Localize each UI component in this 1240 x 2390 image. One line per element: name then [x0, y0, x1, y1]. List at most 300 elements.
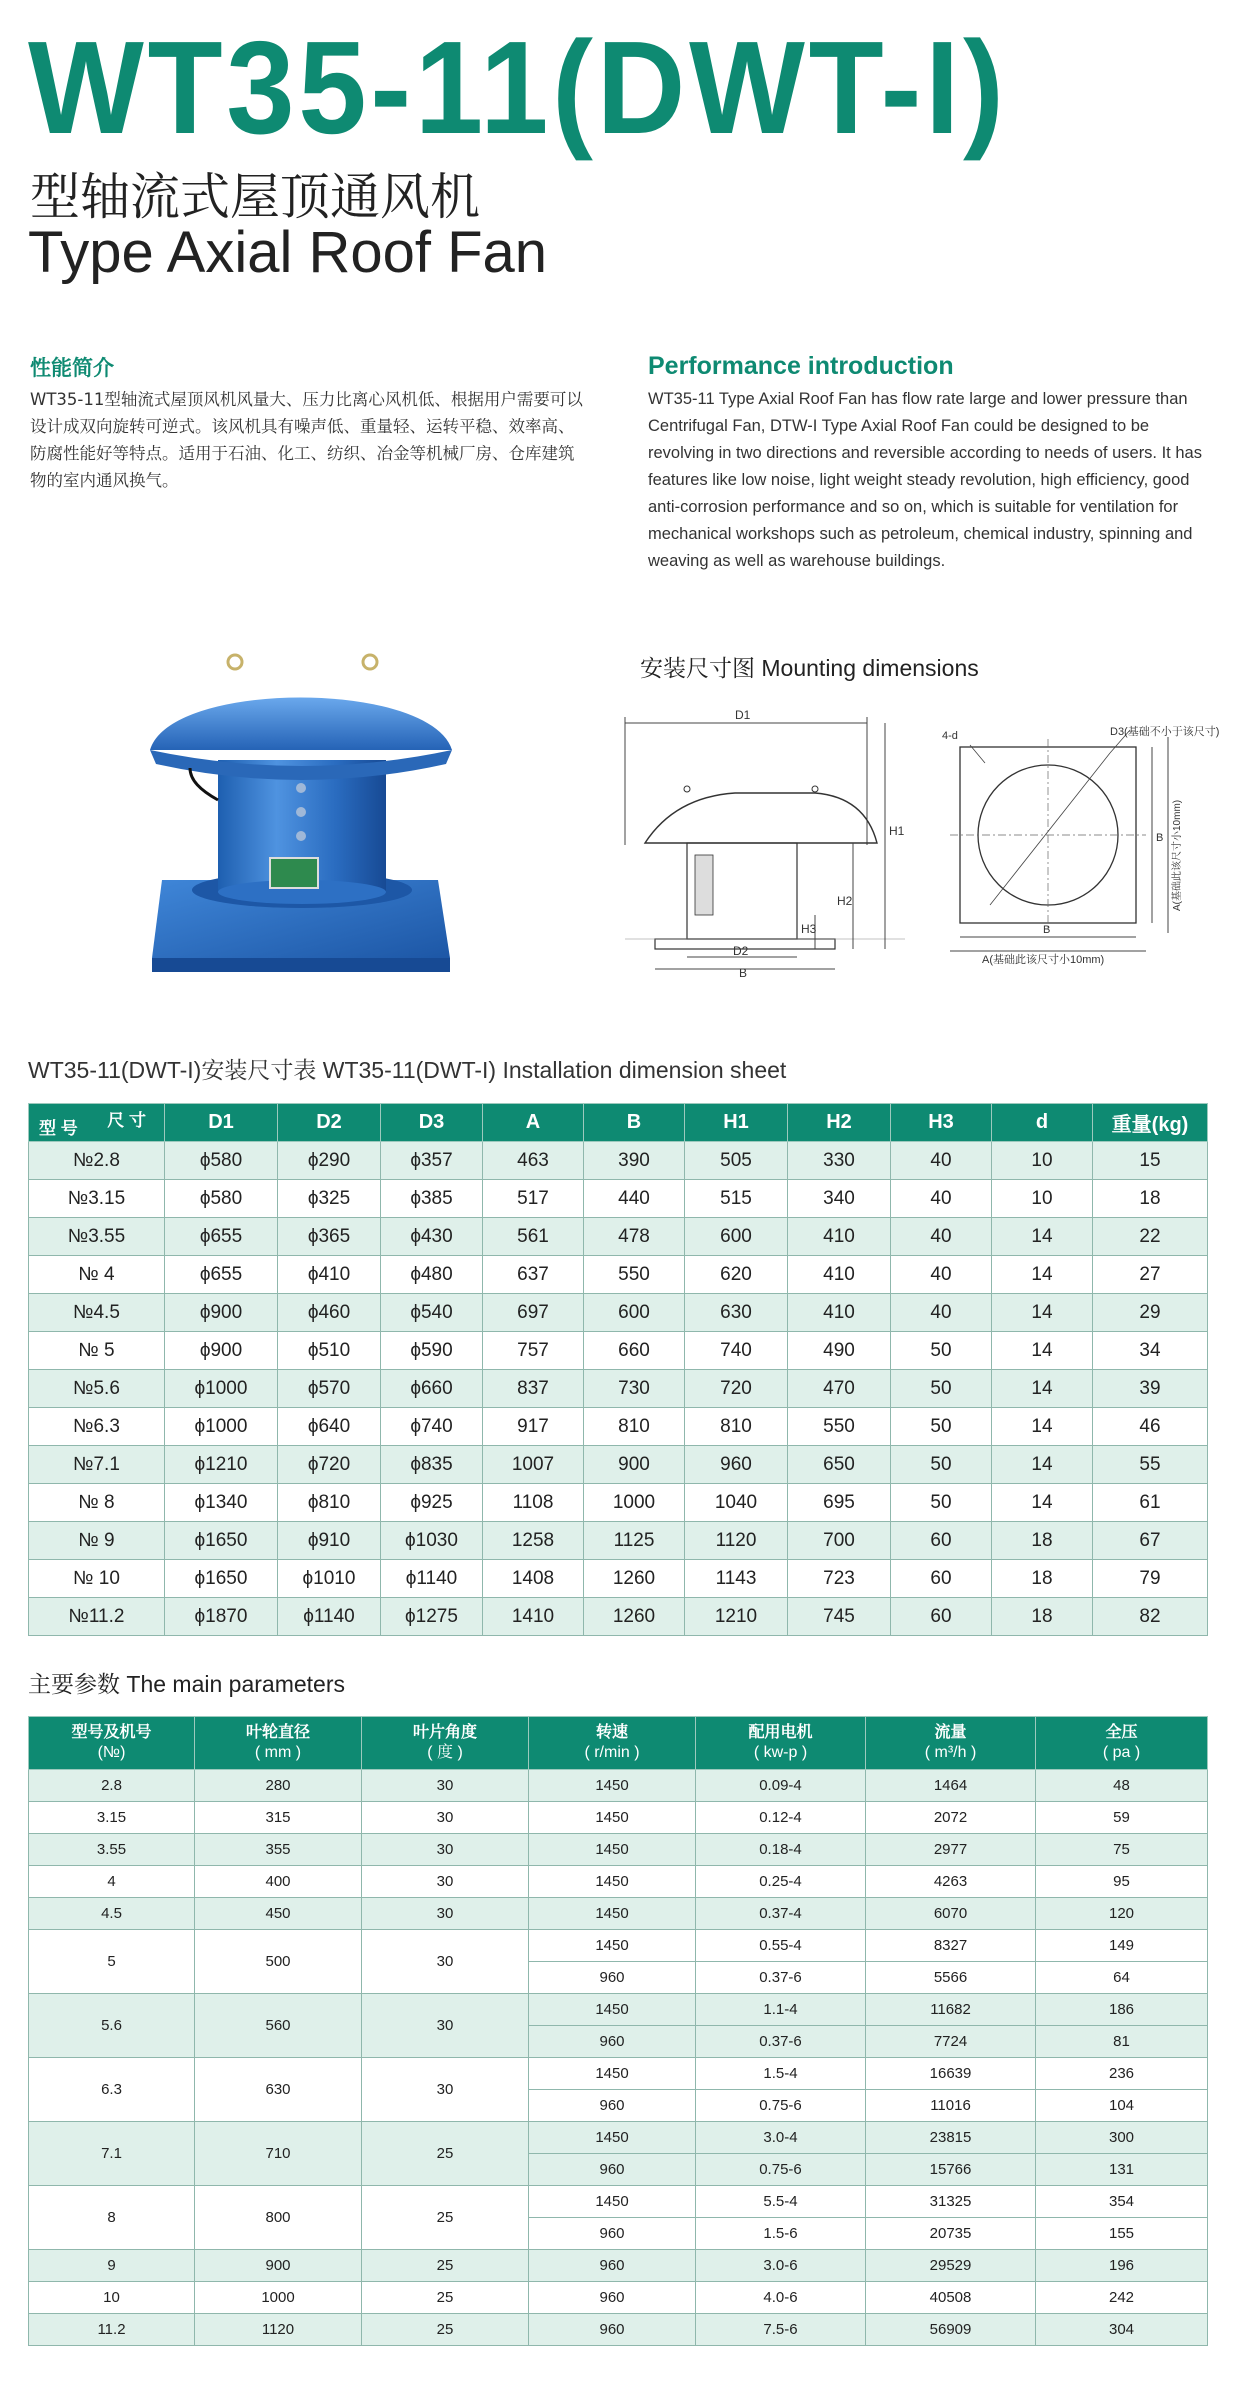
model-cell: 10 [29, 2282, 195, 2314]
table-cell: 79 [1093, 1560, 1208, 1598]
installation-dimension-table [28, 1103, 1208, 1636]
model-cell: № 8 [29, 1484, 165, 1522]
table-cell: 1450 [529, 1994, 696, 2026]
table-cell: 22 [1093, 1218, 1208, 1256]
roof-fan-photo [140, 640, 470, 980]
table-cell: 723 [788, 1560, 891, 1598]
table-cell: 1120 [685, 1522, 788, 1560]
table-cell: 304 [1036, 2314, 1208, 2346]
model-cell: 5 [29, 1930, 195, 1994]
table-cell: 917 [483, 1408, 584, 1446]
table-row [29, 2058, 1208, 2090]
table-cell: 1450 [529, 1930, 696, 1962]
subtitle-chinese: 型轴流式屋顶通风机 [30, 168, 480, 226]
model-cell: №3.15 [29, 1180, 165, 1218]
table-cell: 560 [195, 1994, 362, 2058]
table-cell: ϕ740 [381, 1408, 483, 1446]
column-header [1036, 1717, 1208, 1770]
table-cell: 14 [992, 1370, 1093, 1408]
table-cell: 1450 [529, 1898, 696, 1930]
table-row [29, 1370, 1208, 1408]
column-header-label: 转速 [595, 1724, 628, 1741]
table-cell: 0.55-4 [696, 1930, 866, 1962]
table-cell: 0.37-6 [696, 1962, 866, 1994]
table-cell: 50 [891, 1484, 992, 1522]
table-cell: 59 [1036, 1802, 1208, 1834]
corner-header [29, 1104, 165, 1142]
table-cell: 517 [483, 1180, 584, 1218]
table-row [29, 1256, 1208, 1294]
label-d3: D3(基础不小于该尺寸) [1110, 726, 1220, 738]
table-cell: 960 [529, 2090, 696, 2122]
installation-table-title: WT35-11(DWT-I)安装尺寸表 WT35-11(DWT-I) Installation dimension sheet [28, 1057, 787, 1083]
column-header: D2 [278, 1104, 381, 1142]
table-cell: 81 [1036, 2026, 1208, 2058]
table-cell: ϕ900 [165, 1332, 278, 1370]
column-header: D3 [381, 1104, 483, 1142]
table-cell: 14 [992, 1218, 1093, 1256]
table-cell: 14 [992, 1332, 1093, 1370]
table-row [29, 1142, 1208, 1180]
table-row [29, 1484, 1208, 1522]
table-cell: ϕ590 [381, 1332, 483, 1370]
table-cell: 1260 [584, 1560, 685, 1598]
table-cell: 550 [788, 1408, 891, 1446]
table-cell: 354 [1036, 2186, 1208, 2218]
table-cell: 660 [584, 1332, 685, 1370]
table-cell: 340 [788, 1180, 891, 1218]
table-cell: 355 [195, 1834, 362, 1866]
table-cell: 25 [362, 2122, 529, 2186]
table-cell: 23815 [866, 2122, 1036, 2154]
table-cell: ϕ385 [381, 1180, 483, 1218]
table-cell: 16639 [866, 2058, 1036, 2090]
table-cell: ϕ1650 [165, 1560, 278, 1598]
model-cell: 4.5 [29, 1898, 195, 1930]
table-cell: 1108 [483, 1484, 584, 1522]
label-d2: D2 [733, 944, 749, 958]
table-cell: 960 [529, 2314, 696, 2346]
table-cell: 730 [584, 1370, 685, 1408]
table-cell: 280 [195, 1770, 362, 1802]
table-cell: ϕ1140 [278, 1598, 381, 1636]
table-row [29, 1560, 1208, 1598]
table-cell: 1450 [529, 1834, 696, 1866]
table-cell: 0.25-4 [696, 1866, 866, 1898]
table-cell: ϕ580 [165, 1142, 278, 1180]
table-cell: 300 [1036, 2122, 1208, 2154]
table-row [29, 1598, 1208, 1636]
table-row [29, 1180, 1208, 1218]
top-view-diagram [930, 725, 1220, 985]
table-cell: 1.5-6 [696, 2218, 866, 2250]
model-cell: № 9 [29, 1522, 165, 1560]
table-cell: 500 [195, 1930, 362, 1994]
model-cell: №7.1 [29, 1446, 165, 1484]
model-cell: 6.3 [29, 2058, 195, 2122]
table-cell: 60 [891, 1522, 992, 1560]
table-cell: 720 [685, 1370, 788, 1408]
model-cell: № 4 [29, 1256, 165, 1294]
table-cell: 75 [1036, 1834, 1208, 1866]
table-cell: 4263 [866, 1866, 1036, 1898]
table-cell: 561 [483, 1218, 584, 1256]
corner-label-model: 型 号 [39, 1119, 78, 1138]
table-cell: 14 [992, 1294, 1093, 1332]
table-cell: 515 [685, 1180, 788, 1218]
table-cell: 1000 [195, 2282, 362, 2314]
table-cell: 50 [891, 1408, 992, 1446]
table-cell: 10 [992, 1142, 1093, 1180]
column-header: D1 [165, 1104, 278, 1142]
table-cell: 30 [362, 1866, 529, 1898]
table-row [29, 2122, 1208, 2154]
table-cell: 40 [891, 1294, 992, 1332]
model-cell: №11.2 [29, 1598, 165, 1636]
table-cell: 390 [584, 1142, 685, 1180]
table-cell: 410 [788, 1256, 891, 1294]
table-cell: 95 [1036, 1866, 1208, 1898]
table-row [29, 2282, 1208, 2314]
table-row [29, 1930, 1208, 1962]
table-cell: 64 [1036, 1962, 1208, 1994]
column-header-unit: ( kw-p ) [753, 1744, 808, 1761]
table-cell: 600 [685, 1218, 788, 1256]
table-cell: 25 [362, 2186, 529, 2250]
table-cell: 60 [891, 1560, 992, 1598]
table-cell: 700 [788, 1522, 891, 1560]
table-cell: 27 [1093, 1256, 1208, 1294]
table-cell: 8327 [866, 1930, 1036, 1962]
model-cell: 2.8 [29, 1770, 195, 1802]
table-cell: 1143 [685, 1560, 788, 1598]
table-cell: ϕ910 [278, 1522, 381, 1560]
table-cell: 637 [483, 1256, 584, 1294]
table-cell: ϕ640 [278, 1408, 381, 1446]
column-header-unit: ( pa ) [1102, 1744, 1141, 1761]
table-cell: 330 [788, 1142, 891, 1180]
table-cell: 14 [992, 1256, 1093, 1294]
intro-text-chinese: WT35-11型轴流式屋顶风机风量大、压力比离心风机低、根据用户需要可以设计成双向旋转可逆式。该风机具有噪声低、重量轻、运转平稳、效率高、防腐性能好等特点。适用于石油、化工、纺织、冶金等机械厂房、仓库建筑物的室内通风换气。 [30, 390, 583, 490]
label-a-vert: A(基础此该尺寸小10mm) [1172, 799, 1183, 911]
column-header-label: 全压 [1105, 1724, 1138, 1741]
table-cell: 1464 [866, 1770, 1036, 1802]
model-cell: 3.55 [29, 1834, 195, 1866]
model-cell: 7.1 [29, 2122, 195, 2186]
table-row [29, 1994, 1208, 2026]
table-cell: 14 [992, 1484, 1093, 1522]
table-row [29, 1522, 1208, 1560]
table-cell: 505 [685, 1142, 788, 1180]
table-cell: 960 [529, 1962, 696, 1994]
table-row [29, 1898, 1208, 1930]
model-cell: 8 [29, 2186, 195, 2250]
table-cell: 30 [362, 1770, 529, 1802]
table-row [29, 1294, 1208, 1332]
table-cell: 29 [1093, 1294, 1208, 1332]
table-cell: 120 [1036, 1898, 1208, 1930]
table-cell: 61 [1093, 1484, 1208, 1522]
table-cell: 1450 [529, 1866, 696, 1898]
table-cell: 900 [195, 2250, 362, 2282]
table-cell: ϕ540 [381, 1294, 483, 1332]
table-cell: 25 [362, 2282, 529, 2314]
table-cell: ϕ660 [381, 1370, 483, 1408]
table-cell: 600 [584, 1294, 685, 1332]
model-cell: № 10 [29, 1560, 165, 1598]
table-cell: ϕ1650 [165, 1522, 278, 1560]
table-cell: 810 [584, 1408, 685, 1446]
table-cell: 470 [788, 1370, 891, 1408]
table-cell: 478 [584, 1218, 685, 1256]
table-cell: 1450 [529, 2058, 696, 2090]
table-cell: 18 [992, 1560, 1093, 1598]
table-cell: 7724 [866, 2026, 1036, 2058]
page-title: WT35-11(DWT-I) [28, 14, 1008, 161]
table-cell: 0.37-4 [696, 1898, 866, 1930]
table-cell: 0.37-6 [696, 2026, 866, 2058]
table-cell: ϕ1030 [381, 1522, 483, 1560]
table-cell: 450 [195, 1898, 362, 1930]
table-cell: 0.09-4 [696, 1770, 866, 1802]
column-header: B [584, 1104, 685, 1142]
table-row [29, 1218, 1208, 1256]
model-cell: №3.55 [29, 1218, 165, 1256]
table-row [29, 1866, 1208, 1898]
table-cell: ϕ410 [278, 1256, 381, 1294]
table-cell: 40 [891, 1180, 992, 1218]
table-cell: ϕ580 [165, 1180, 278, 1218]
table-cell: ϕ900 [165, 1294, 278, 1332]
table-cell: 745 [788, 1598, 891, 1636]
label-h1: H1 [889, 824, 905, 838]
table-cell: 155 [1036, 2218, 1208, 2250]
subtitle-english: Type Axial Roof Fan [28, 220, 548, 285]
table-cell: 6070 [866, 1898, 1036, 1930]
table-cell: 1260 [584, 1598, 685, 1636]
label-h3: H3 [801, 922, 817, 936]
table-cell: 1.1-4 [696, 1994, 866, 2026]
label-a-note: A(基础此该尺寸小10mm) [982, 954, 1105, 966]
column-header-unit: ( 度 ) [427, 1744, 463, 1761]
table-cell: 2977 [866, 1834, 1036, 1866]
column-header-label: 配用电机 [748, 1724, 813, 1741]
table-cell: 4.0-6 [696, 2282, 866, 2314]
table-cell: 810 [685, 1408, 788, 1446]
table-cell: 40 [891, 1218, 992, 1256]
table-cell: ϕ835 [381, 1446, 483, 1484]
column-header [696, 1717, 866, 1770]
table-row [29, 2250, 1208, 2282]
table-cell: 1450 [529, 1802, 696, 1834]
table-row [29, 1802, 1208, 1834]
table-cell: ϕ1010 [278, 1560, 381, 1598]
table-cell: 960 [529, 2026, 696, 2058]
table-cell: 1120 [195, 2314, 362, 2346]
table-cell: 1258 [483, 1522, 584, 1560]
label-b-top: B [1043, 924, 1051, 936]
table-row [29, 2186, 1208, 2218]
table-cell: 55 [1093, 1446, 1208, 1484]
table-cell: ϕ1000 [165, 1408, 278, 1446]
label-b-vert: B [1156, 832, 1164, 844]
table-cell: 550 [584, 1256, 685, 1294]
column-header [29, 1717, 195, 1770]
table-cell: 11016 [866, 2090, 1036, 2122]
table-cell: 50 [891, 1370, 992, 1408]
table-cell: 1450 [529, 1770, 696, 1802]
table-cell: 1125 [584, 1522, 685, 1560]
table-cell: 60 [891, 1598, 992, 1636]
model-cell: 4 [29, 1866, 195, 1898]
table-cell: 837 [483, 1370, 584, 1408]
model-cell: №6.3 [29, 1408, 165, 1446]
table-row [29, 1446, 1208, 1484]
table-cell: ϕ655 [165, 1256, 278, 1294]
table-cell: 0.18-4 [696, 1834, 866, 1866]
column-header-label: 型号及机号 [71, 1724, 152, 1741]
table-cell: 39 [1093, 1370, 1208, 1408]
table-cell: ϕ570 [278, 1370, 381, 1408]
table-row [29, 1770, 1208, 1802]
intro-text-english: WT35-11 Type Axial Roof Fan has flow rate large and lower pressure than Centrifugal Fan, DTW-I Type Axial Roof Fan could be designed to be revolving in two directions and reversible according to needs of users. It has features like low noise, light weight steady revolution, high efficiency, good anti-corrosion performance and so on, which is suitable for ventilation for mechanical workshops such as petroleum, chemical industry, spinning and weaving as well as warehouse buildings. [648, 390, 1202, 570]
model-cell: 9 [29, 2250, 195, 2282]
table-cell: 18 [992, 1598, 1093, 1636]
table-cell: 490 [788, 1332, 891, 1370]
table-cell: 11682 [866, 1994, 1036, 2026]
table-cell: 46 [1093, 1408, 1208, 1446]
table-cell: 14 [992, 1408, 1093, 1446]
label-d1: D1 [735, 708, 751, 722]
table-cell: 960 [685, 1446, 788, 1484]
table-cell: 400 [195, 1866, 362, 1898]
table-cell: 186 [1036, 1994, 1208, 2026]
table-cell: ϕ925 [381, 1484, 483, 1522]
table-cell: 82 [1093, 1598, 1208, 1636]
table-cell: 1210 [685, 1598, 788, 1636]
table-cell: 50 [891, 1446, 992, 1484]
table-cell: ϕ480 [381, 1256, 483, 1294]
table-cell: 149 [1036, 1930, 1208, 1962]
table-cell: 463 [483, 1142, 584, 1180]
table-cell: ϕ510 [278, 1332, 381, 1370]
table-cell: 0.75-6 [696, 2090, 866, 2122]
table-cell: 18 [1093, 1180, 1208, 1218]
table-cell: ϕ655 [165, 1218, 278, 1256]
table-cell: 5.5-4 [696, 2186, 866, 2218]
table-cell: 620 [685, 1256, 788, 1294]
model-cell: №2.8 [29, 1142, 165, 1180]
table-cell: 14 [992, 1446, 1093, 1484]
table-cell: 1408 [483, 1560, 584, 1598]
table-cell: ϕ1140 [381, 1560, 483, 1598]
column-header: H3 [891, 1104, 992, 1142]
intro-heading-chinese: 性能简介 [30, 357, 114, 380]
table-cell: ϕ430 [381, 1218, 483, 1256]
main-parameters-title: 主要参数 The main parameters [28, 1671, 345, 1697]
table-cell: 18 [992, 1522, 1093, 1560]
column-header-label: 流量 [934, 1724, 967, 1741]
side-view-diagram [615, 705, 915, 980]
table-cell: 30 [362, 1834, 529, 1866]
label-hole: 4-d [942, 730, 958, 742]
table-row [29, 1408, 1208, 1446]
table-cell: ϕ720 [278, 1446, 381, 1484]
table-cell: 960 [529, 2250, 696, 2282]
column-header: H2 [788, 1104, 891, 1142]
table-cell: 1410 [483, 1598, 584, 1636]
column-header: H1 [685, 1104, 788, 1142]
table-cell: 31325 [866, 2186, 1036, 2218]
table-cell: ϕ1340 [165, 1484, 278, 1522]
column-header: 重量(kg) [1093, 1104, 1208, 1142]
column-header-label: 叶轮直径 [245, 1724, 310, 1741]
table-cell: 630 [685, 1294, 788, 1332]
table-cell: 630 [195, 2058, 362, 2122]
table-cell: ϕ325 [278, 1180, 381, 1218]
table-row [29, 1834, 1208, 1866]
table-cell: ϕ1870 [165, 1598, 278, 1636]
column-header-unit: ( m³/h ) [924, 1744, 977, 1761]
model-cell: 11.2 [29, 2314, 195, 2346]
table-cell: 48 [1036, 1770, 1208, 1802]
table-cell: 15 [1093, 1142, 1208, 1180]
table-cell: 1007 [483, 1446, 584, 1484]
table-cell: ϕ810 [278, 1484, 381, 1522]
table-row [29, 2314, 1208, 2346]
model-cell: 3.15 [29, 1802, 195, 1834]
corner-label-size: 尺 寸 [107, 1111, 146, 1130]
table-cell: 30 [362, 1994, 529, 2058]
column-header-label: 叶片角度 [412, 1724, 477, 1741]
table-cell: ϕ290 [278, 1142, 381, 1180]
table-cell: 1.5-4 [696, 2058, 866, 2090]
column-header [195, 1717, 362, 1770]
table-cell: 40508 [866, 2282, 1036, 2314]
table-cell: 40 [891, 1256, 992, 1294]
model-cell: №5.6 [29, 1370, 165, 1408]
table-cell: 67 [1093, 1522, 1208, 1560]
table-row [29, 1332, 1208, 1370]
table-cell: ϕ357 [381, 1142, 483, 1180]
table-cell: 757 [483, 1332, 584, 1370]
table-cell: 196 [1036, 2250, 1208, 2282]
table-cell: 710 [195, 2122, 362, 2186]
table-header-row [29, 1104, 1208, 1142]
table-cell: ϕ365 [278, 1218, 381, 1256]
table-header-row [29, 1717, 1208, 1770]
label-b-side: B [739, 966, 748, 980]
table-cell: ϕ460 [278, 1294, 381, 1332]
table-cell: 30 [362, 1930, 529, 1994]
table-cell: 740 [685, 1332, 788, 1370]
table-cell: 960 [529, 2218, 696, 2250]
table-cell: 2072 [866, 1802, 1036, 1834]
table-cell: ϕ1210 [165, 1446, 278, 1484]
column-header-unit: (№) [97, 1744, 126, 1761]
intro-heading-english: Performance introduction [648, 352, 954, 380]
column-header [362, 1717, 529, 1770]
table-cell: 1450 [529, 2122, 696, 2154]
table-cell: 0.75-6 [696, 2154, 866, 2186]
table-cell: 960 [529, 2282, 696, 2314]
table-cell: 695 [788, 1484, 891, 1522]
table-cell: 7.5-6 [696, 2314, 866, 2346]
table-cell: 697 [483, 1294, 584, 1332]
table-cell: ϕ1275 [381, 1598, 483, 1636]
table-cell: 40 [891, 1142, 992, 1180]
table-cell: 30 [362, 2058, 529, 2122]
